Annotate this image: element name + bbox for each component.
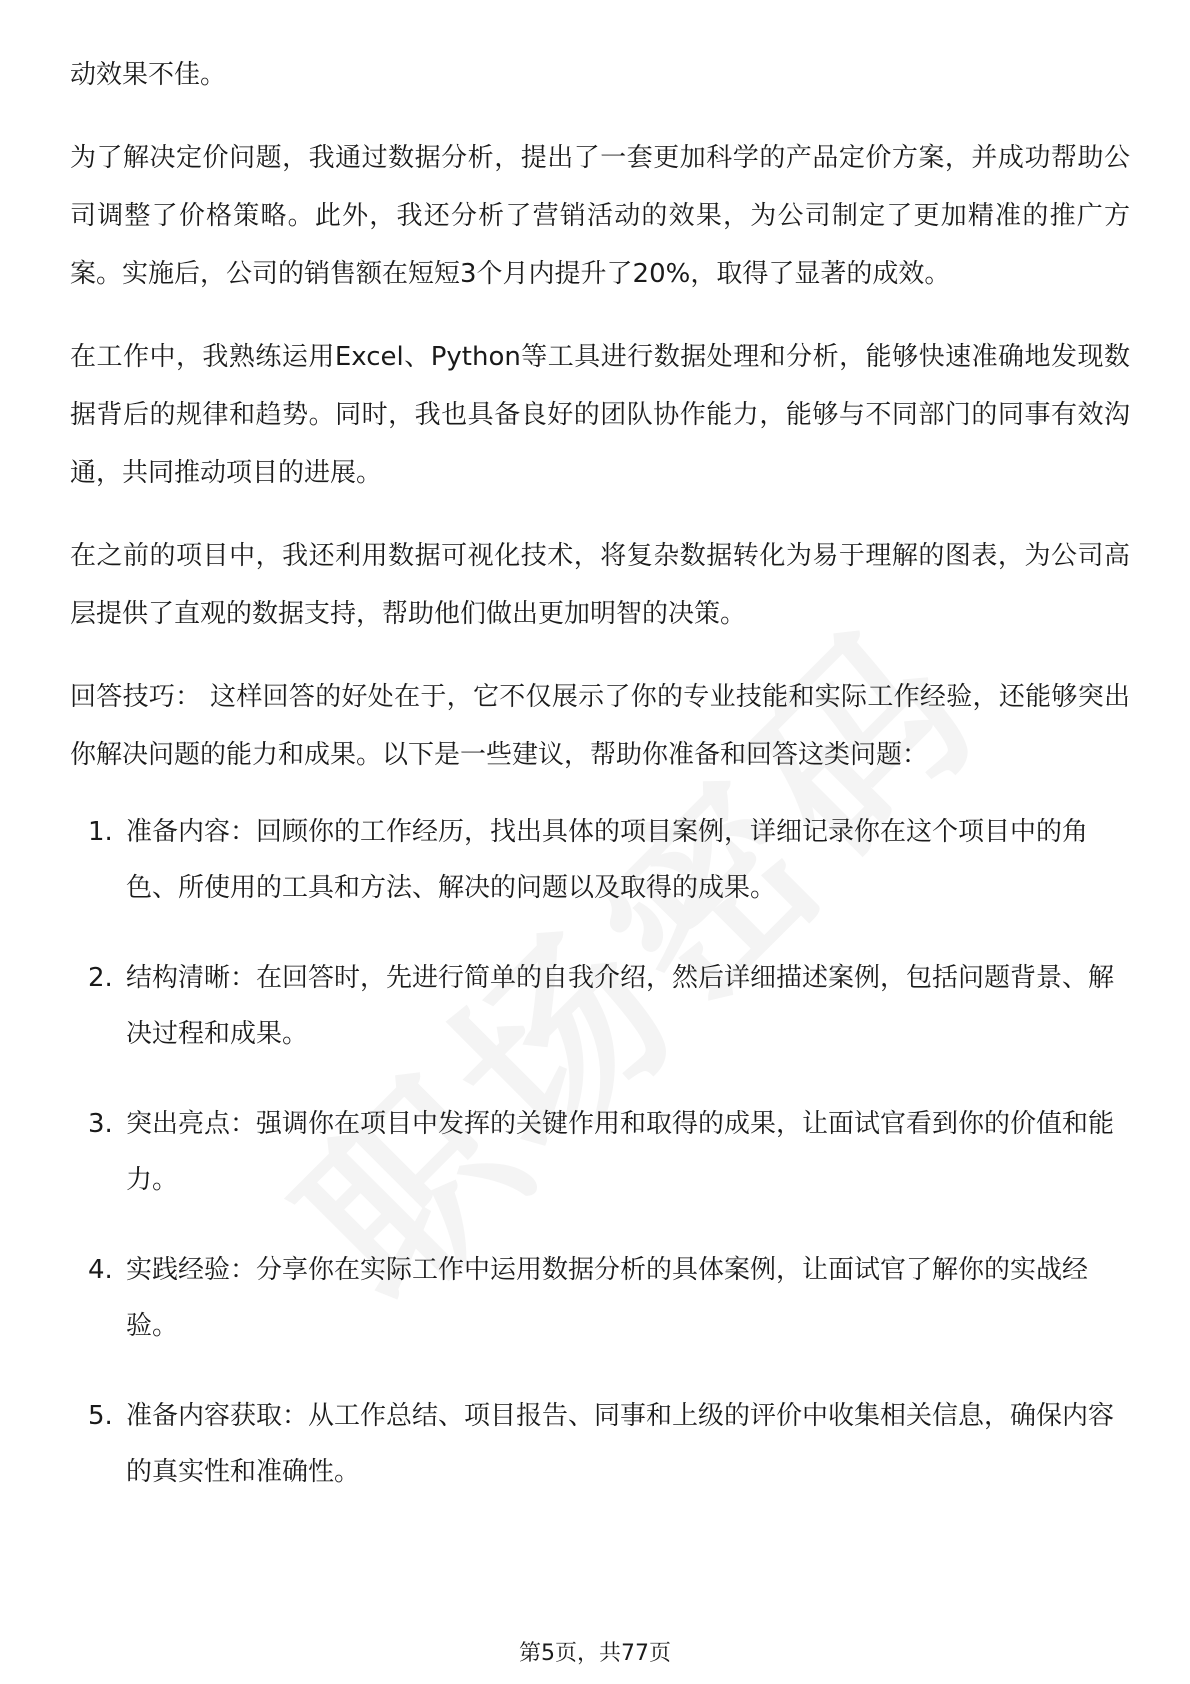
list-item-text: 结构清晰：在回答时，先进行简单的自我介绍，然后详细描述案例，包括问题背景、解决过程和成果。 [126, 963, 1115, 1049]
list-number: 2. [88, 963, 113, 993]
paragraph-answer-tips: 回答技巧： 这样回答的好处在于，它不仅展示了你的专业技能和实际工作经验，还能够突出你解决问题的能力和成果。以下是一些建议，帮助你准备和回答这类问题： [70, 682, 1130, 770]
page-content [70, 46, 1130, 1534]
list-item-text: 突出亮点：强调你在项目中发挥的关键作用和取得的成果，让面试官看到你的价值和能力。 [126, 1109, 1115, 1195]
paragraph-visualization: 在之前的项目中，我还利用数据可视化技术，将复杂数据转化为易于理解的图表，为公司高层提供了直观的数据支持，帮助他们做出更加明智的决策。 [70, 541, 1130, 629]
list-number: 4. [88, 1255, 113, 1285]
list-item [70, 1388, 1130, 1500]
list-item [70, 1096, 1130, 1208]
list-item-text: 准备内容：回顾你的工作经历，找出具体的项目案例，详细记录你在这个项目中的角色、所使用的工具和方法、解决的问题以及取得的成果。 [126, 817, 1089, 903]
list-item-text: 准备内容获取：从工作总结、项目报告、同事和上级的评价中收集相关信息，确保内容的真实性和准确性。 [126, 1401, 1115, 1487]
list-item [70, 950, 1130, 1062]
paragraph-pricing: 为了解决定价问题，我通过数据分析，提出了一套更加科学的产品定价方案，并成功帮助公司调整了价格策略。此外，我还分析了营销活动的效果，为公司制定了更加精准的推广方案。实施后，公司的销售额在短短3个月内提升了20%，取得了显著的成效。 [70, 143, 1130, 289]
list-number: 5. [88, 1401, 113, 1431]
list-number: 1. [88, 817, 113, 847]
list-number: 3. [88, 1109, 113, 1139]
paragraph-tools: 在工作中，我熟练运用Excel、Python等工具进行数据处理和分析，能够快速准确地发现数据背后的规律和趋势。同时，我也具备良好的团队协作能力，能够与不同部门的同事有效沟通，共同推动项目的进展。 [70, 342, 1130, 488]
list-item-text: 实践经验：分享你在实际工作中运用数据分析的具体案例，让面试官了解你的实战经验。 [126, 1255, 1089, 1341]
page-number-footer: 第5页，共77页 [519, 1641, 671, 1666]
tips-list [70, 804, 1130, 1500]
paragraph-continuation: 动效果不佳。 [70, 60, 227, 90]
list-item [70, 1242, 1130, 1354]
list-item [70, 804, 1130, 916]
